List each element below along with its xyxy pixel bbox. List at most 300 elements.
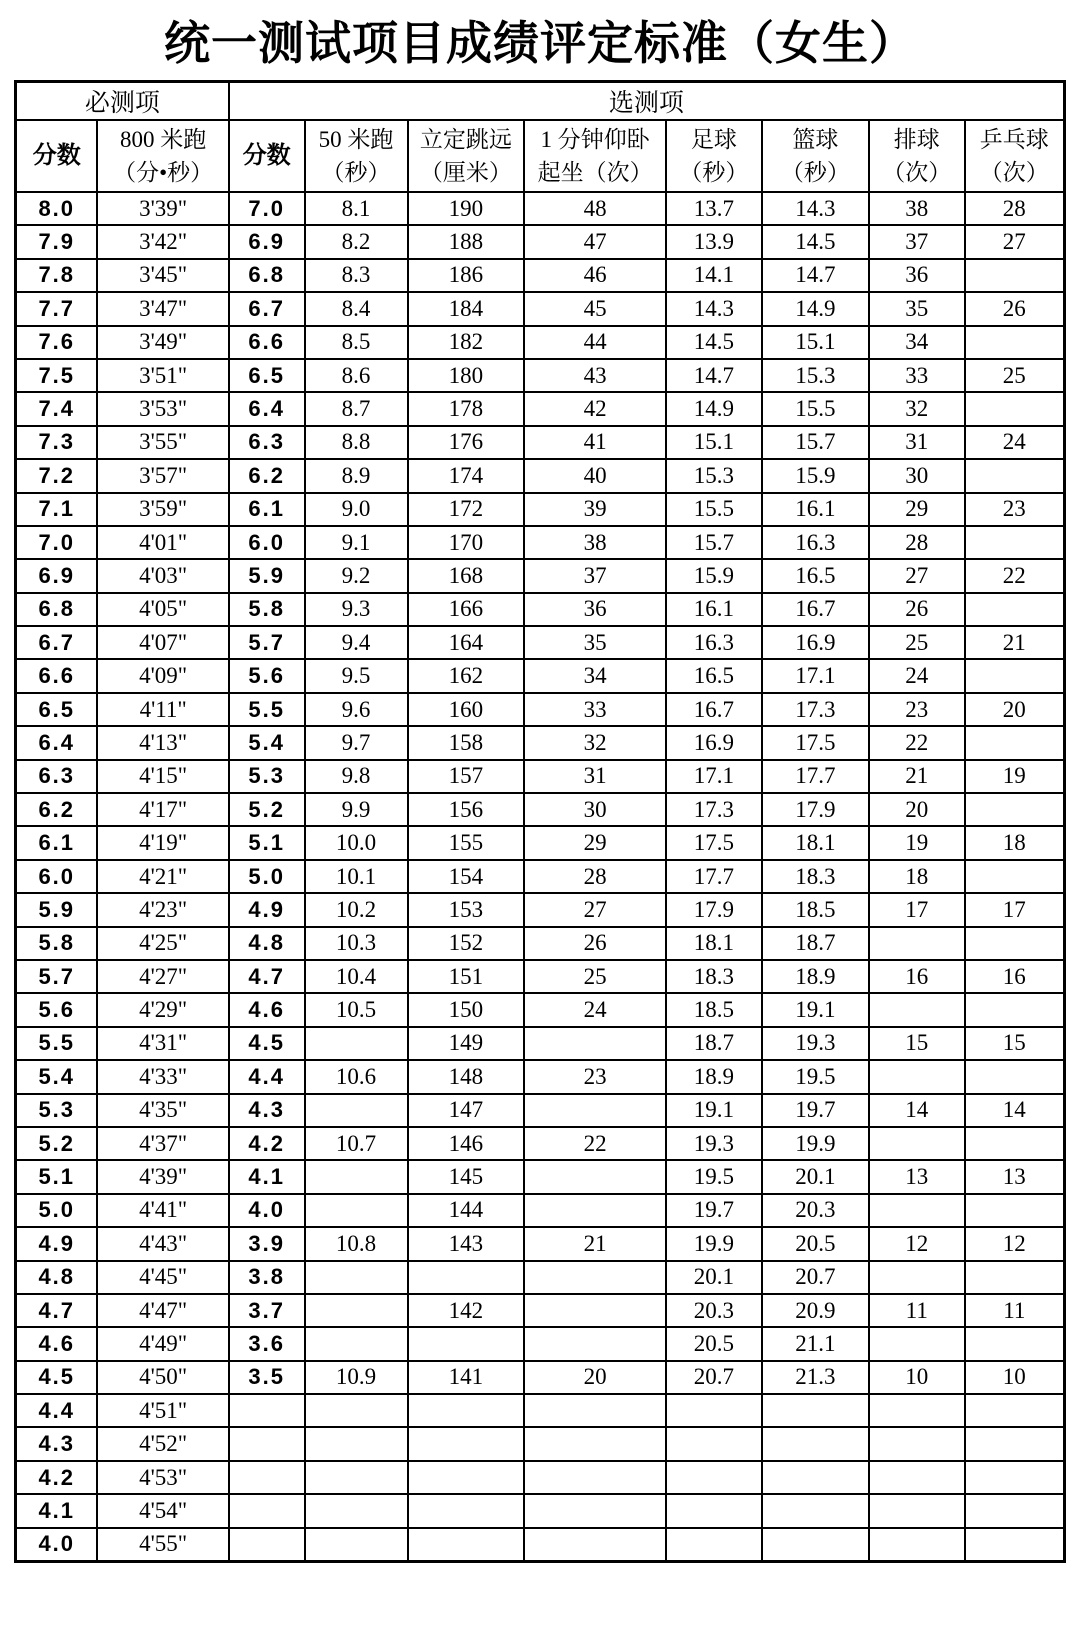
- table-cell: 4'09": [97, 659, 228, 692]
- table-row: [16, 259, 1065, 292]
- table-row: [16, 426, 1065, 459]
- table-cell: [965, 993, 1065, 1026]
- table-cell: 14: [869, 1094, 965, 1127]
- table-cell: 14.3: [762, 192, 869, 225]
- group-header: 必测项: [16, 82, 229, 121]
- table-cell: [305, 1027, 408, 1060]
- table-cell: 4'15": [97, 760, 228, 793]
- table-cell: [305, 1327, 408, 1360]
- table-cell: 7.1: [16, 493, 98, 526]
- table-cell: 17.5: [762, 726, 869, 759]
- table-cell: 4.2: [16, 1461, 98, 1494]
- column-header: 排球 （次）: [869, 120, 965, 192]
- table-cell: 4.4: [229, 1060, 305, 1093]
- table-cell: 182: [408, 326, 525, 359]
- table-cell: [965, 726, 1065, 759]
- table-cell: 4'37": [97, 1127, 228, 1160]
- table-cell: 16.7: [762, 593, 869, 626]
- table-row: [16, 1094, 1065, 1127]
- table-cell: [408, 1394, 525, 1427]
- table-row: [16, 1461, 1065, 1494]
- table-cell: 6.9: [16, 559, 98, 592]
- table-cell: 16.5: [666, 659, 762, 692]
- table-cell: 5.5: [16, 1027, 98, 1060]
- table-cell: 17: [869, 893, 965, 926]
- table-cell: 4'07": [97, 626, 228, 659]
- table-row: [16, 493, 1065, 526]
- table-cell: 30: [524, 793, 666, 826]
- table-cell: 4.1: [229, 1160, 305, 1193]
- table-cell: 4'03": [97, 559, 228, 592]
- table-cell: 150: [408, 993, 525, 1026]
- table-cell: [666, 1528, 762, 1562]
- table-cell: [524, 1427, 666, 1460]
- table-cell: 186: [408, 259, 525, 292]
- table-cell: 37: [524, 559, 666, 592]
- table-cell: 8.4: [305, 292, 408, 325]
- table-cell: 17.3: [666, 793, 762, 826]
- table-cell: [762, 1494, 869, 1527]
- table-cell: 34: [869, 326, 965, 359]
- table-cell: 10.8: [305, 1227, 408, 1260]
- table-cell: 21: [965, 626, 1065, 659]
- table-cell: 19.1: [762, 993, 869, 1026]
- table-row: [16, 392, 1065, 425]
- table-cell: 19.1: [666, 1094, 762, 1127]
- table-cell: [965, 1494, 1065, 1527]
- table-cell: [305, 1294, 408, 1327]
- table-cell: [524, 1494, 666, 1527]
- table-cell: 3.8: [229, 1261, 305, 1294]
- table-cell: [869, 1494, 965, 1527]
- table-cell: [666, 1394, 762, 1427]
- table-cell: 7.6: [16, 326, 98, 359]
- table-cell: 4'21": [97, 860, 228, 893]
- table-cell: 15.1: [666, 426, 762, 459]
- table-cell: 5.6: [16, 993, 98, 1026]
- table-cell: [524, 1094, 666, 1127]
- table-cell: 8.6: [305, 359, 408, 392]
- table-cell: 16.9: [666, 726, 762, 759]
- table-cell: 22: [524, 1127, 666, 1160]
- table-cell: 32: [869, 392, 965, 425]
- table-cell: 29: [869, 493, 965, 526]
- table-cell: 15.3: [762, 359, 869, 392]
- table-cell: 6.5: [16, 693, 98, 726]
- table-cell: 9.5: [305, 659, 408, 692]
- table-cell: [524, 1194, 666, 1227]
- table-cell: 25: [869, 626, 965, 659]
- table-cell: 19.9: [666, 1227, 762, 1260]
- table-cell: 4.6: [16, 1327, 98, 1360]
- table-cell: 5.4: [16, 1060, 98, 1093]
- table-row: [16, 860, 1065, 893]
- table-cell: 4'25": [97, 927, 228, 960]
- table-cell: [869, 1194, 965, 1227]
- table-cell: 33: [869, 359, 965, 392]
- table-row: [16, 1494, 1065, 1527]
- table-cell: 26: [965, 292, 1065, 325]
- table-cell: 21: [524, 1227, 666, 1260]
- table-cell: [965, 259, 1065, 292]
- table-cell: 6.4: [229, 392, 305, 425]
- table-cell: 3'55": [97, 426, 228, 459]
- table-cell: 15.5: [762, 392, 869, 425]
- table-cell: 5.2: [16, 1127, 98, 1160]
- table-cell: 20: [965, 693, 1065, 726]
- table-cell: [666, 1494, 762, 1527]
- table-cell: 26: [869, 593, 965, 626]
- table-cell: 14.9: [666, 392, 762, 425]
- table-cell: [666, 1461, 762, 1494]
- table-cell: 28: [869, 526, 965, 559]
- table-cell: 18.9: [666, 1060, 762, 1093]
- table-cell: 16.7: [666, 693, 762, 726]
- table-cell: [408, 1528, 525, 1562]
- table-row: [16, 626, 1065, 659]
- column-header: 1 分钟仰卧 起坐（次）: [524, 120, 666, 192]
- table-cell: 33: [524, 693, 666, 726]
- table-cell: 10.1: [305, 860, 408, 893]
- table-cell: [965, 927, 1065, 960]
- table-cell: 19.5: [666, 1160, 762, 1193]
- table-cell: 4.3: [16, 1427, 98, 1460]
- table-cell: 4.2: [229, 1127, 305, 1160]
- table-cell: 29: [524, 826, 666, 859]
- table-cell: 10.3: [305, 927, 408, 960]
- table-cell: [869, 993, 965, 1026]
- table-cell: [408, 1461, 525, 1494]
- table-cell: 145: [408, 1160, 525, 1193]
- table-cell: 5.4: [229, 726, 305, 759]
- table-cell: 8.7: [305, 392, 408, 425]
- table-cell: 9.2: [305, 559, 408, 592]
- table-cell: [965, 593, 1065, 626]
- table-row: [16, 793, 1065, 826]
- table-cell: 15.7: [666, 526, 762, 559]
- table-cell: 17.9: [762, 793, 869, 826]
- table-cell: 3.6: [229, 1327, 305, 1360]
- table-cell: 10.9: [305, 1361, 408, 1394]
- table-cell: 7.0: [16, 526, 98, 559]
- table-row: [16, 1294, 1065, 1327]
- table-cell: 38: [524, 526, 666, 559]
- table-cell: 15.3: [666, 459, 762, 492]
- table-cell: 12: [965, 1227, 1065, 1260]
- table-cell: 5.8: [16, 927, 98, 960]
- table-cell: 3.7: [229, 1294, 305, 1327]
- table-row: [16, 526, 1065, 559]
- table-body: [16, 192, 1065, 1562]
- table-cell: 27: [965, 225, 1065, 258]
- table-row: [16, 659, 1065, 692]
- table-cell: [762, 1394, 869, 1427]
- table-cell: 14.3: [666, 292, 762, 325]
- table-cell: 40: [524, 459, 666, 492]
- table-cell: 5.9: [229, 559, 305, 592]
- table-cell: 10.7: [305, 1127, 408, 1160]
- table-cell: 46: [524, 259, 666, 292]
- table-cell: 4'41": [97, 1194, 228, 1227]
- table-cell: [965, 1394, 1065, 1427]
- table-cell: 47: [524, 225, 666, 258]
- table-row: [16, 893, 1065, 926]
- table-cell: [305, 1494, 408, 1527]
- table-cell: 10.5: [305, 993, 408, 1026]
- table-cell: 17.9: [666, 893, 762, 926]
- table-cell: 9.1: [305, 526, 408, 559]
- table-cell: [965, 860, 1065, 893]
- table-cell: 4.3: [229, 1094, 305, 1127]
- table-cell: 7.2: [16, 459, 98, 492]
- table-cell: 7.8: [16, 259, 98, 292]
- table-cell: [229, 1461, 305, 1494]
- table-cell: 17.7: [666, 860, 762, 893]
- table-cell: 162: [408, 659, 525, 692]
- table-cell: 17.1: [666, 760, 762, 793]
- table-cell: [524, 1528, 666, 1562]
- table-cell: 4'05": [97, 593, 228, 626]
- table-cell: 9.7: [305, 726, 408, 759]
- table-cell: 23: [524, 1060, 666, 1093]
- table-cell: 43: [524, 359, 666, 392]
- table-cell: 28: [965, 192, 1065, 225]
- table-cell: 13: [869, 1160, 965, 1193]
- table-cell: 17.1: [762, 659, 869, 692]
- table-cell: [965, 526, 1065, 559]
- table-cell: 28: [524, 860, 666, 893]
- table-cell: 153: [408, 893, 525, 926]
- table-cell: 4'45": [97, 1261, 228, 1294]
- table-cell: 148: [408, 1060, 525, 1093]
- table-cell: 7.7: [16, 292, 98, 325]
- table-cell: [869, 1461, 965, 1494]
- table-cell: 20.3: [666, 1294, 762, 1327]
- table-cell: 6.4: [16, 726, 98, 759]
- table-cell: 20.1: [762, 1160, 869, 1193]
- table-cell: 8.5: [305, 326, 408, 359]
- table-cell: 22: [965, 559, 1065, 592]
- table-cell: [524, 1327, 666, 1360]
- table-cell: 4.0: [16, 1528, 98, 1562]
- table-cell: 155: [408, 826, 525, 859]
- table-cell: 14.7: [666, 359, 762, 392]
- score-standard-table: [14, 80, 1066, 1563]
- table-cell: 141: [408, 1361, 525, 1394]
- column-header: 足球 （秒）: [666, 120, 762, 192]
- table-cell: 3.9: [229, 1227, 305, 1260]
- table-cell: 18.7: [762, 927, 869, 960]
- column-header: 800 米跑 （分•秒）: [97, 120, 228, 192]
- table-cell: [524, 1294, 666, 1327]
- table-row: [16, 459, 1065, 492]
- table-cell: 16.9: [762, 626, 869, 659]
- table-cell: 15.5: [666, 493, 762, 526]
- table-cell: 16.5: [762, 559, 869, 592]
- table-cell: [408, 1427, 525, 1460]
- table-cell: [305, 1394, 408, 1427]
- table-cell: 13.9: [666, 225, 762, 258]
- table-row: [16, 826, 1065, 859]
- table-cell: 15.9: [666, 559, 762, 592]
- table-cell: 13.7: [666, 192, 762, 225]
- table-cell: 147: [408, 1094, 525, 1127]
- table-cell: 21.1: [762, 1327, 869, 1360]
- table-cell: [305, 1461, 408, 1494]
- table-row: [16, 726, 1065, 759]
- table-cell: 6.8: [229, 259, 305, 292]
- table-cell: 4'17": [97, 793, 228, 826]
- table-cell: 17.5: [666, 826, 762, 859]
- table-cell: 4.4: [16, 1394, 98, 1427]
- table-cell: [869, 927, 965, 960]
- table-cell: 39: [524, 493, 666, 526]
- table-cell: 8.9: [305, 459, 408, 492]
- table-cell: 157: [408, 760, 525, 793]
- table-cell: 5.0: [229, 860, 305, 893]
- group-header: 选测项: [229, 82, 1065, 121]
- table-cell: 17.7: [762, 760, 869, 793]
- table-cell: 20.7: [666, 1361, 762, 1394]
- table-cell: 18.1: [666, 927, 762, 960]
- table-cell: 36: [524, 593, 666, 626]
- table-cell: 3'53": [97, 392, 228, 425]
- table-cell: 21.3: [762, 1361, 869, 1394]
- table-cell: 4.9: [229, 893, 305, 926]
- table-cell: 38: [869, 192, 965, 225]
- table-cell: [762, 1528, 869, 1562]
- table-cell: 22: [869, 726, 965, 759]
- table-row: [16, 1127, 1065, 1160]
- table-cell: 19.5: [762, 1060, 869, 1093]
- table-cell: [869, 1261, 965, 1294]
- table-cell: 5.8: [229, 593, 305, 626]
- table-cell: [965, 1461, 1065, 1494]
- table-cell: 3'51": [97, 359, 228, 392]
- table-cell: 9.6: [305, 693, 408, 726]
- table-cell: [408, 1494, 525, 1527]
- table-cell: 4'01": [97, 526, 228, 559]
- table-cell: [408, 1261, 525, 1294]
- table-cell: 36: [869, 259, 965, 292]
- table-row: [16, 927, 1065, 960]
- table-cell: 20: [869, 793, 965, 826]
- table-cell: 19.3: [762, 1027, 869, 1060]
- table-cell: [965, 459, 1065, 492]
- table-cell: 5.9: [16, 893, 98, 926]
- table-cell: 14.9: [762, 292, 869, 325]
- table-cell: 9.4: [305, 626, 408, 659]
- table-cell: 19.7: [762, 1094, 869, 1127]
- table-cell: [965, 1327, 1065, 1360]
- table-cell: 184: [408, 292, 525, 325]
- table-cell: 8.0: [16, 192, 98, 225]
- table-cell: 4'35": [97, 1094, 228, 1127]
- table-cell: 20.5: [762, 1227, 869, 1260]
- table-cell: 172: [408, 493, 525, 526]
- table-cell: 23: [965, 493, 1065, 526]
- table-cell: 6.8: [16, 593, 98, 626]
- table-cell: 176: [408, 426, 525, 459]
- table-cell: 9.8: [305, 760, 408, 793]
- table-cell: 45: [524, 292, 666, 325]
- table-row: [16, 559, 1065, 592]
- table-cell: 48: [524, 192, 666, 225]
- table-cell: 10.4: [305, 960, 408, 993]
- table-cell: 6.1: [229, 493, 305, 526]
- table-cell: 18.3: [762, 860, 869, 893]
- table-cell: 5.1: [229, 826, 305, 859]
- table-cell: [869, 1060, 965, 1093]
- table-cell: 5.6: [229, 659, 305, 692]
- table-cell: 4'47": [97, 1294, 228, 1327]
- table-cell: 14.1: [666, 259, 762, 292]
- table-cell: 9.0: [305, 493, 408, 526]
- table-cell: [408, 1327, 525, 1360]
- table-cell: 18.1: [762, 826, 869, 859]
- table-cell: 14.5: [666, 326, 762, 359]
- table-cell: 6.1: [16, 826, 98, 859]
- table-cell: 6.7: [229, 292, 305, 325]
- column-header: 50 米跑 （秒）: [305, 120, 408, 192]
- table-cell: 19.9: [762, 1127, 869, 1160]
- table-cell: 6.6: [16, 659, 98, 692]
- table-cell: 178: [408, 392, 525, 425]
- table-cell: 4'31": [97, 1027, 228, 1060]
- table-cell: [524, 1027, 666, 1060]
- table-row: [16, 1528, 1065, 1562]
- table-row: [16, 1427, 1065, 1460]
- table-cell: [305, 1427, 408, 1460]
- table-row: [16, 192, 1065, 225]
- table-cell: 41: [524, 426, 666, 459]
- table-cell: 6.5: [229, 359, 305, 392]
- table-cell: [305, 1261, 408, 1294]
- table-cell: 16.3: [666, 626, 762, 659]
- table-cell: 4.7: [16, 1294, 98, 1327]
- table-cell: 142: [408, 1294, 525, 1327]
- table-cell: 18: [965, 826, 1065, 859]
- table-row: [16, 1327, 1065, 1360]
- table-cell: 16: [869, 960, 965, 993]
- table-cell: 5.3: [229, 760, 305, 793]
- table-cell: 21: [869, 760, 965, 793]
- table-cell: 180: [408, 359, 525, 392]
- table-cell: 4'27": [97, 960, 228, 993]
- column-header: 篮球 （秒）: [762, 120, 869, 192]
- table-cell: [869, 1127, 965, 1160]
- table-cell: 4.0: [229, 1194, 305, 1227]
- table-row: [16, 1227, 1065, 1260]
- table-cell: [229, 1427, 305, 1460]
- table-row: [16, 1060, 1065, 1093]
- table-cell: 12: [869, 1227, 965, 1260]
- table-cell: 16: [965, 960, 1065, 993]
- table-cell: [305, 1160, 408, 1193]
- table-cell: 3.5: [229, 1361, 305, 1394]
- table-cell: 4'53": [97, 1461, 228, 1494]
- table-cell: [305, 1094, 408, 1127]
- table-cell: 20: [524, 1361, 666, 1394]
- table-cell: 25: [965, 359, 1065, 392]
- table-cell: 31: [869, 426, 965, 459]
- table-header: [16, 82, 1065, 193]
- table-cell: 14: [965, 1094, 1065, 1127]
- table-cell: 18.9: [762, 960, 869, 993]
- column-header: 立定跳远 （厘米）: [408, 120, 525, 192]
- table-cell: 18: [869, 860, 965, 893]
- table-cell: 19.7: [666, 1194, 762, 1227]
